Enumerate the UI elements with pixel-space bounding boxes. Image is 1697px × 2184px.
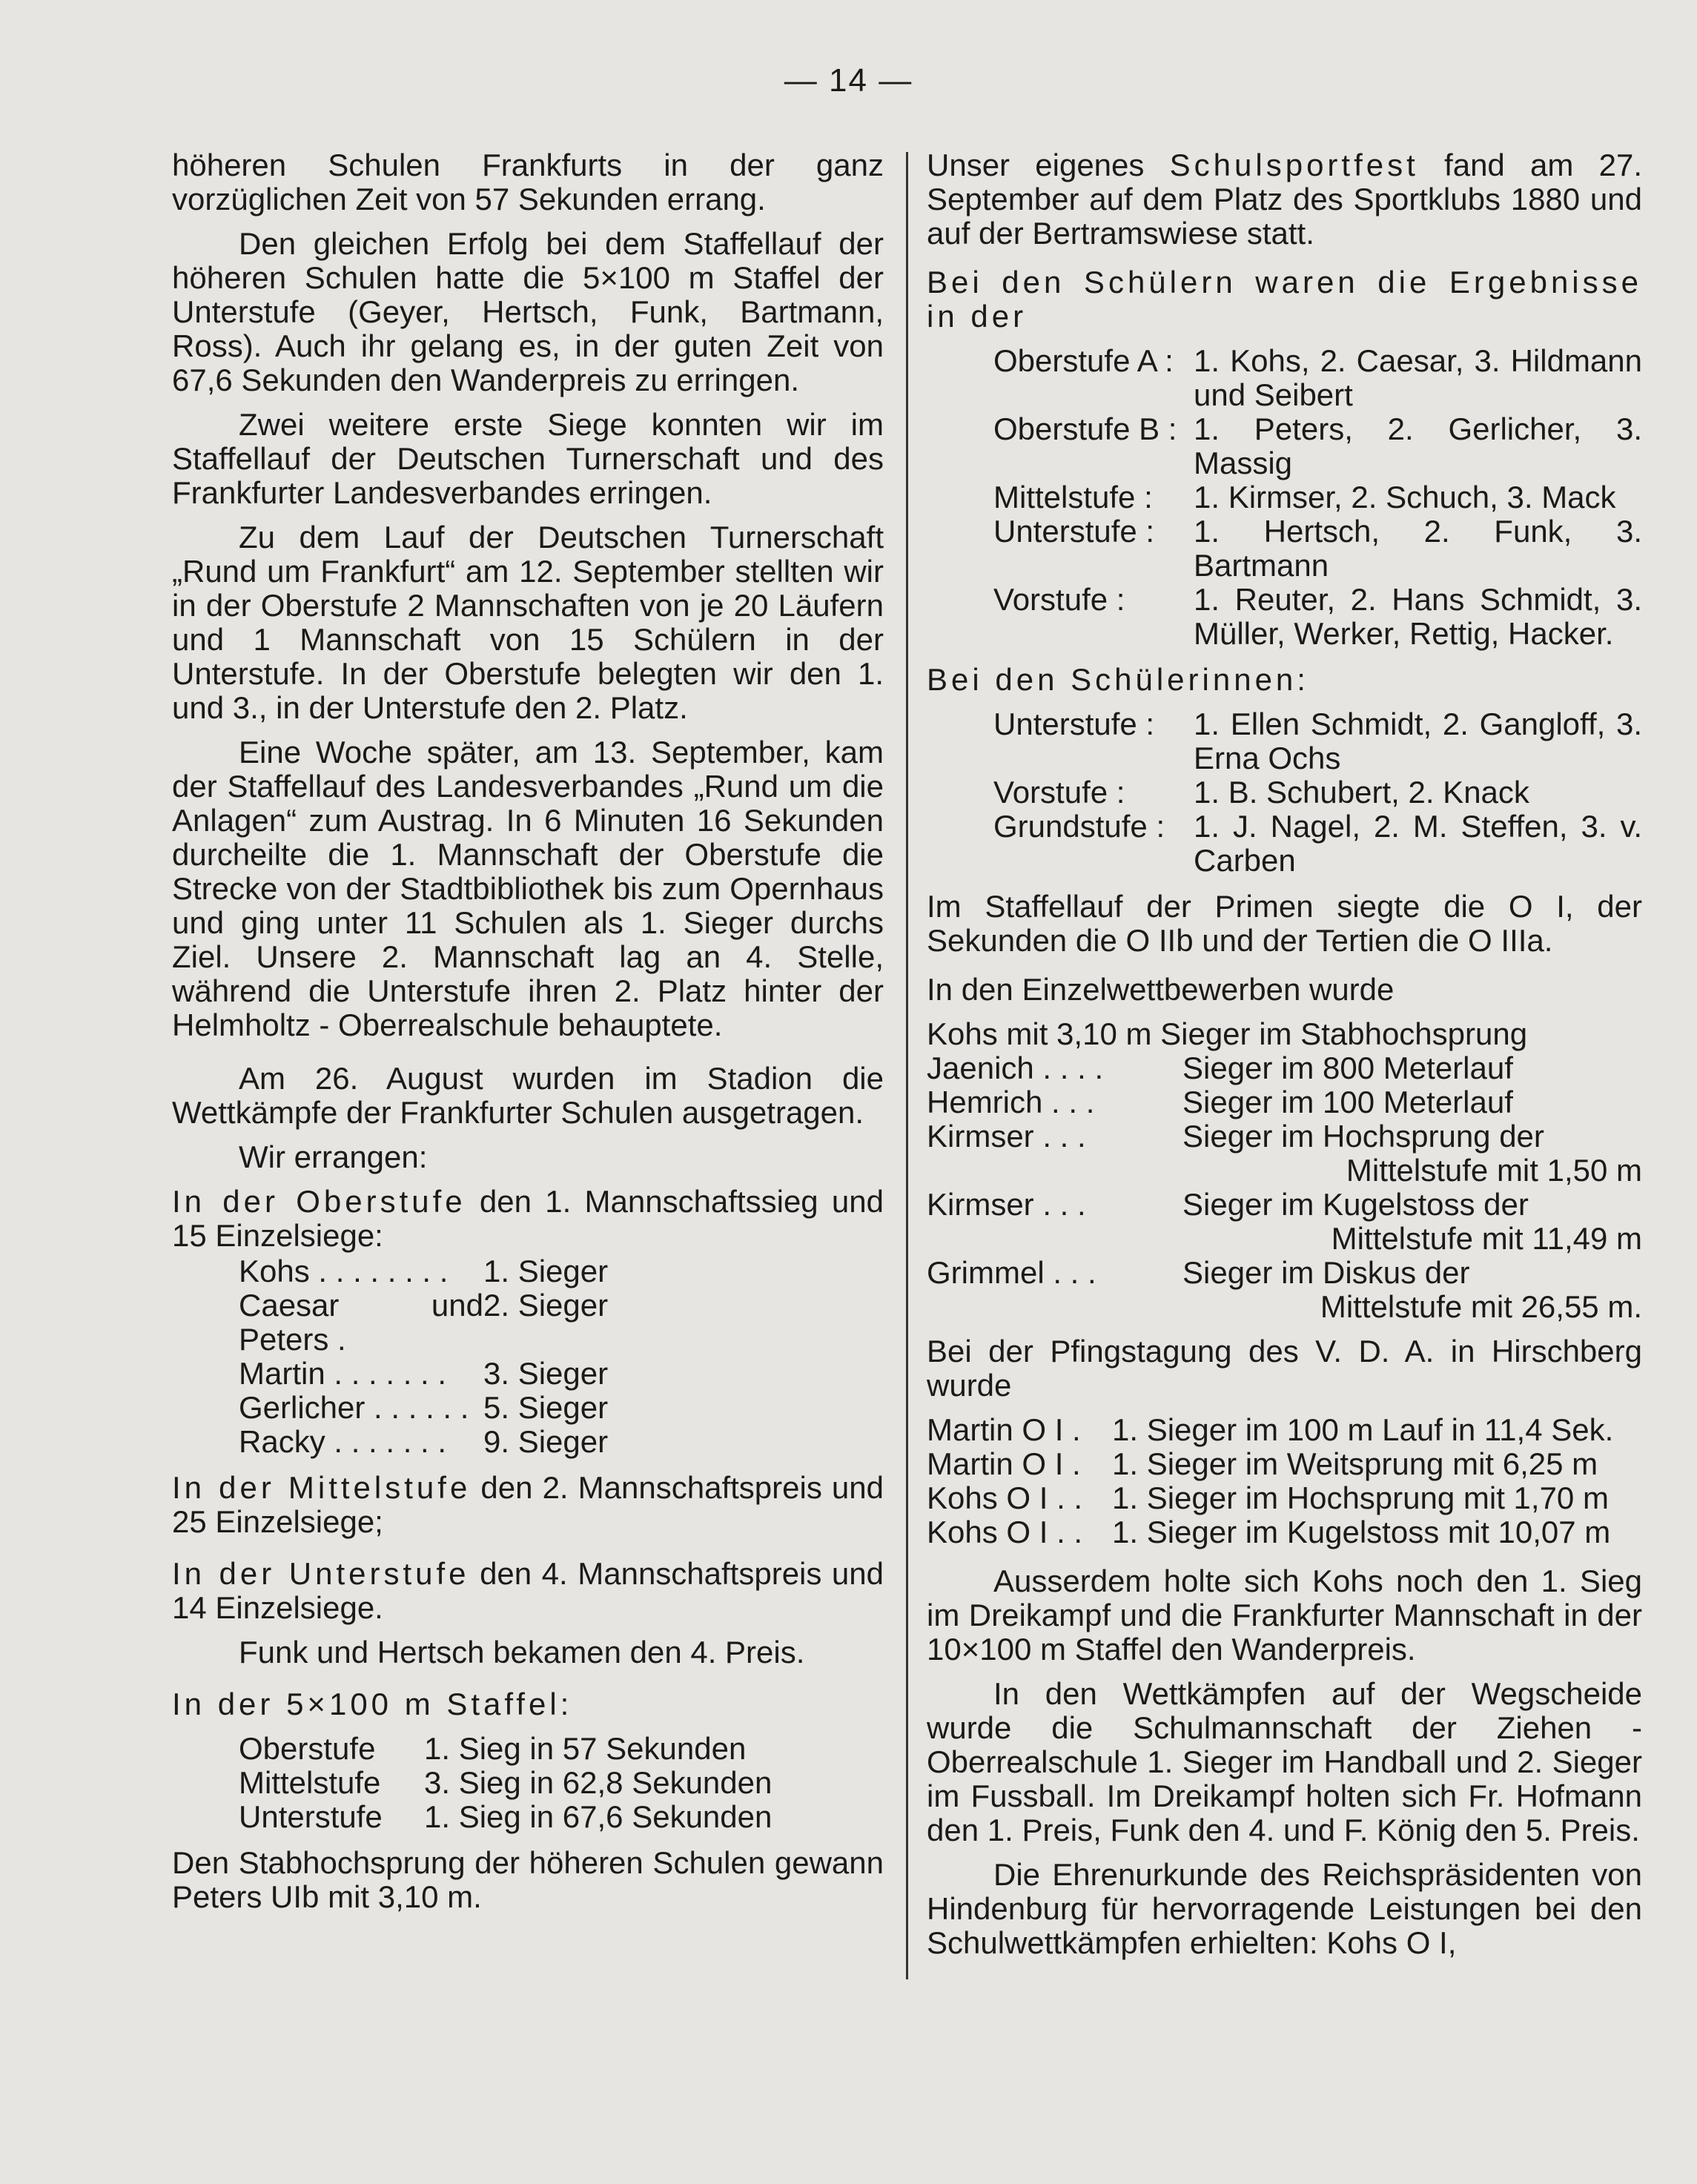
table-row: Gerlicher . . . . . . 5. Sieger: [239, 1390, 609, 1425]
paragraph: Ausserdem holte sich Kohs noch den 1. Sieg im Dreikampf und die Frankfurter Mannschaft in der 10×100 m Staffel den Wanderpreis.: [927, 1563, 1642, 1667]
vda-results: [927, 1413, 1613, 1549]
paragraph: Funk und Hertsch bekamen den 4. Preis.: [239, 1635, 805, 1670]
paragraph: höheren Schulen Frankfurts in der ganz vorzüglichen Zeit von 57 Sekunden errang.: [172, 148, 884, 216]
paragraph: Bei der Pfingstagung des V. D. A. in Hirschberg wurde: [927, 1334, 1642, 1403]
table-row: Martin O I . 1. Sieger im 100 m Lauf in 11,4 Sek.: [927, 1412, 1614, 1447]
table-row: Kirmser . . . Sieger im Kugelstoss der Mittelstufe mit 11,49 m: [927, 1187, 1642, 1256]
schueler-heading: Bei den Schülern waren die Ergebnisse in der: [927, 265, 1642, 334]
table-row: Caesar und Peters . 2. Sieger: [239, 1288, 609, 1357]
table-row: Oberstufe B : 1. Peters, 2. Gerlicher, 3. Massig: [993, 411, 1642, 480]
table-row: Kirmser . . . Sieger im Hochsprung der Mittelstufe mit 1,50 m: [927, 1119, 1642, 1188]
paragraph: Den Stabhochsprung der höheren Schulen gewann Peters UIb mit 3,10 m.: [172, 1845, 884, 1914]
paragraph: Die Ehrenurkunde des Reichspräsidenten von Hindenburg für hervorragende Leistungen bei den Schulwettkämpfen erhielten: Kohs O I,: [927, 1857, 1642, 1960]
einzel-line: Kohs mit 3,10 m Sieger im Stabhochsprung: [927, 1016, 1528, 1051]
unterstufe-heading: In der Unterstufe den 4. Mannschaftspreis und 14 Einzelsiege.: [172, 1556, 884, 1625]
table-row: Oberstufe 1. Sieg in 57 Sekunden: [239, 1731, 747, 1766]
table-row: Kohs O I . . 1. Sieger im Hochsprung mit 1,70 m: [927, 1480, 1609, 1515]
table-row: Vorstufe : 1. B. Schubert, 2. Knack: [993, 775, 1529, 810]
paragraph: Unser eigenes Schulsportfest fand am 27. September auf dem Platz des Sportklubs 1880 und auf der Bertramswiese statt.: [927, 148, 1643, 251]
oberstufe-results: [239, 1254, 608, 1459]
column-divider: [906, 152, 908, 1979]
paragraph: Den gleichen Erfolg bei dem Staffellauf der höheren Schulen hatte die 5×100 m Staffel der Unterstufe (Geyer, Hertsch, Funk, Bartmann, Ross). Auch ihr gelang es, in der guten Zeit von 67,6 Sekunden den Wanderpreis zu erringen.: [172, 226, 884, 397]
schuelerinnen-results: [993, 707, 1642, 878]
table-row: Mittelstufe : 1. Kirmser, 2. Schuch, 3. Mack: [993, 480, 1616, 514]
left-column: [172, 148, 884, 1925]
table-row: Vorstufe : 1. Reuter, 2. Hans Schmidt, 3. Müller, Werker, Rettig, Hacker.: [993, 582, 1642, 651]
paragraph: Am 26. August wurden im Stadion die Wettkämpfe der Frankfurter Schulen ausgetragen.: [172, 1061, 884, 1130]
staffel-results: [239, 1732, 772, 1834]
schuelerinnen-heading: Bei den Schülerinnen:: [927, 662, 1309, 697]
oberstufe-heading: In der Oberstufe den 1. Mannschaftssieg und 15 Einzelsiege:: [172, 1184, 884, 1253]
einzel-results: [927, 1051, 1642, 1324]
table-row: Grimmel . . . Sieger im Diskus der Mittelstufe mit 26,55 m.: [927, 1255, 1642, 1324]
table-row: Unterstufe : 1. Ellen Schmidt, 2. Gangloff, 3. Erna Ochs: [993, 707, 1642, 775]
table-row: Jaenich . . . . Sieger im 800 Meterlauf: [927, 1050, 1513, 1085]
table-row: Martin O I . 1. Sieger im Weitsprung mit 6,25 m: [927, 1446, 1598, 1481]
right-column: [927, 148, 1642, 1970]
einzel-heading: In den Einzelwettbewerben wurde: [927, 972, 1395, 1007]
mittelstufe-heading: In der Mittelstufe den 2. Mannschaftspreis und 25 Einzelsiege;: [172, 1470, 884, 1539]
paragraph: Eine Woche später, am 13. September, kam der Staffellauf des Landesverbandes „Rund um die Anlagen“ zum Austrag. In 6 Minuten 16 Sekunden durcheilte die 1. Mannschaft der Oberstufe die Strecke von der Stadtbibliothek bis zum Opernhaus und ging unter 11 Schulen als 1. Sieger durchs Ziel. Unsere 2. Mannschaft lag an 4. Stelle, während die Unterstufe ihren 2. Platz hinter der Helmholtz - Oberrealschule behauptete.: [172, 735, 884, 1042]
table-row: Unterstufe : 1. Hertsch, 2. Funk, 3. Bartmann: [993, 514, 1642, 583]
paragraph: Zu dem Lauf der Deutschen Turnerschaft „Rund um Frankfurt“ am 12. September stellten wir in der Oberstufe 2 Mannschaften von je 20 Läufern und 1 Mannschaft von 15 Schülern in der Unterstufe. In der Oberstufe belegten wir den 1. und 3., in der Unterstufe den 2. Platz.: [172, 520, 884, 725]
paragraph: Zwei weitere erste Siege konnten wir im Staffellauf der Deutschen Turnerschaft und des Frankfurter Landesverbandes erringen.: [172, 407, 884, 510]
table-row: Kohs . . . . . . . . 1. Sieger: [239, 1254, 609, 1288]
table-row: Martin . . . . . . . 3. Sieger: [239, 1356, 609, 1391]
staffel-heading: In der 5×100 m Staffel:: [172, 1687, 573, 1721]
table-row: Mittelstufe 3. Sieg in 62,8 Sekunden: [239, 1765, 773, 1800]
table-row: Unterstufe 1. Sieg in 67,6 Sekunden: [239, 1799, 773, 1834]
table-row: Grundstufe : 1. J. Nagel, 2. M. Steffen, 3. v. Carben: [993, 809, 1642, 878]
table-row: Kohs O I . . 1. Sieger im Kugelstoss mit 10,07 m: [927, 1515, 1611, 1549]
table-row: Hemrich . . . Sieger im 100 Meterlauf: [927, 1085, 1513, 1119]
paragraph: Wir errangen:: [239, 1139, 428, 1174]
page-number: — 14 —: [784, 62, 913, 99]
paragraph: Im Staffellauf der Primen siegte die O I, der Sekunden die O IIb und der Tertien die O IIIa.: [927, 889, 1642, 958]
paragraph: In den Wettkämpfen auf der Wegscheide wurde die Schulmannschaft der Ziehen - Oberrealschule 1. Sieger im Handball und 2. Sieger im Fussball. Im Dreikampf holten sich Fr. Hofmann den 1. Preis, Funk den 4. und F. König den 5. Preis.: [927, 1676, 1642, 1847]
table-row: Racky . . . . . . . 9. Sieger: [239, 1424, 609, 1459]
schueler-results: [993, 344, 1642, 651]
table-row: Oberstufe A : 1. Kohs, 2. Caesar, 3. Hildmann und Seibert: [993, 343, 1642, 412]
